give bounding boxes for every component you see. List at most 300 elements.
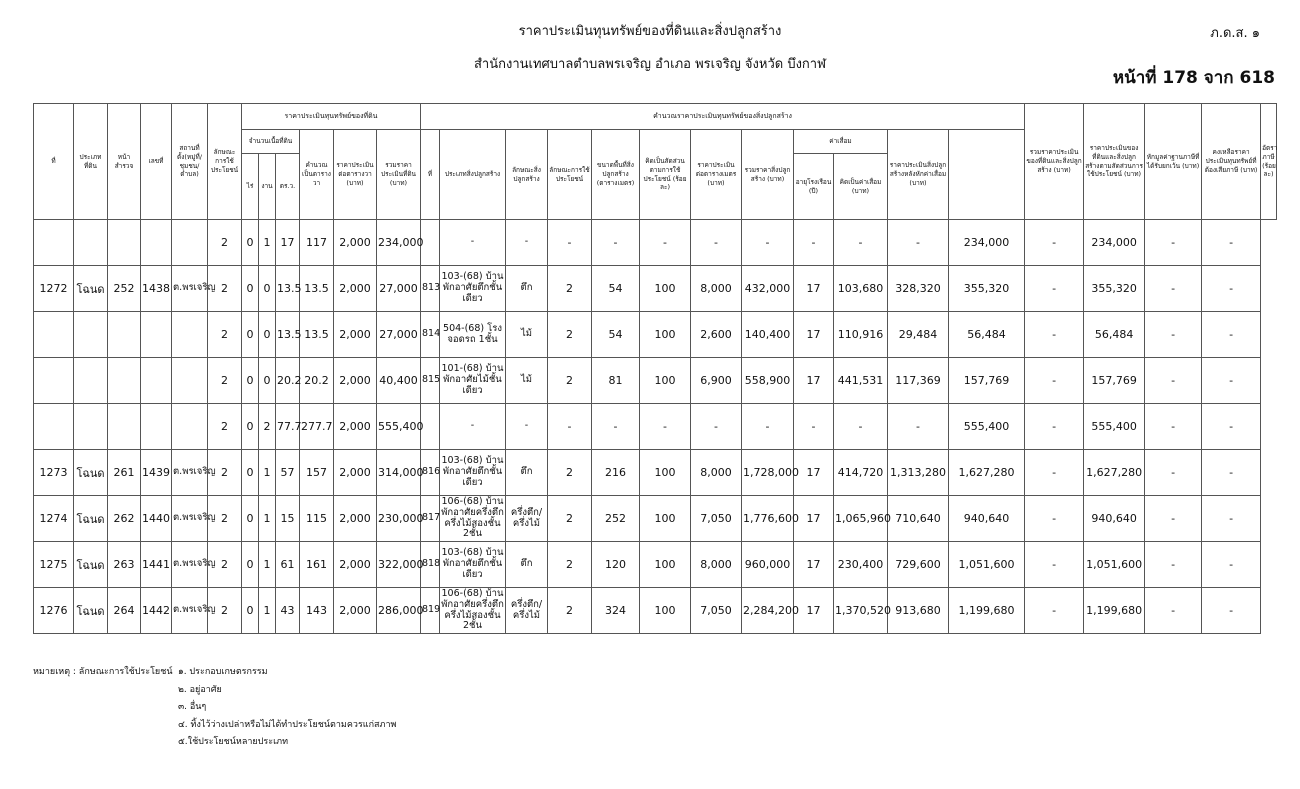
cell-ppw: 2,000 [334, 496, 377, 542]
cell-ppw: 2,000 [334, 450, 377, 496]
cell-remain: - [1145, 496, 1202, 542]
cell-barea: - [592, 220, 640, 266]
cell-part: - [1025, 404, 1084, 450]
cell-ngan: 0 [259, 358, 276, 404]
header-remaining: คงเหลือราคาประเมินทุนทรัพย์ที่ต้องเสียภาษี (บาท) [1202, 104, 1261, 220]
cell-bstyle: - [506, 404, 548, 450]
cell-ltot: 314,000 [377, 450, 421, 496]
header-building-usage: ลักษณะการใช้ประโยชน์ [548, 130, 592, 220]
cell-doc: โฉนด [74, 266, 108, 312]
cell-page [108, 404, 141, 450]
cell-page: 263 [108, 542, 141, 588]
cell-adep: 328,320 [888, 266, 949, 312]
cell-ngan: 2 [259, 404, 276, 450]
header-building-area: ขนาดพื้นที่สิ่งปลูกสร้าง (ตารางเมตร) [592, 130, 640, 220]
cell-twa: 157 [300, 450, 334, 496]
cell-barea: 54 [592, 266, 640, 312]
cell-btot: 1,728,000 [742, 450, 794, 496]
header-usage: ลักษณะการใช้ประโยชน์ [208, 104, 242, 220]
cell-remain: - [1145, 588, 1202, 634]
notes-label: หมายเหตุ : ลักษณะการใช้ประโยชน์ [33, 667, 173, 677]
cell-btot: - [742, 220, 794, 266]
cell-ppw: 2,000 [334, 220, 377, 266]
cell-barea: 120 [592, 542, 640, 588]
header-building-no: ที่ [421, 130, 440, 220]
header-group-area: จำนวนเนื้อที่ดิน [242, 130, 300, 154]
cell-btype: 106-(68) บ้านพักอาศัยครึ่งตึกครึ่งไม้สองชั้น 2ชั้น [440, 588, 506, 634]
cell-deduct: 355,320 [1084, 266, 1145, 312]
cell-bstyle: ครึ่งตึก/ครึ่งไม้ [506, 496, 548, 542]
cell-rate: - [1202, 404, 1261, 450]
cell-adep: 913,680 [888, 588, 949, 634]
cell-dep: 230,400 [834, 542, 888, 588]
cell-page [108, 220, 141, 266]
cell-buse: 2 [548, 450, 592, 496]
cell-grand: 940,640 [949, 496, 1025, 542]
cell-rate: - [1202, 496, 1261, 542]
header-grand-total: รวมราคาประเมินของที่ดินและสิ่งปลูกสร้าง (บาท) [1025, 104, 1084, 220]
cell-ppw: 2,000 [334, 358, 377, 404]
cell-adep: 1,313,280 [888, 450, 949, 496]
cell-remain: - [1145, 266, 1202, 312]
cell-age: 17 [794, 542, 834, 588]
header-group-depreciation: ค่าเสื่อม [794, 130, 888, 154]
cell-deduct: 234,000 [1084, 220, 1145, 266]
cell-part: - [1025, 358, 1084, 404]
cell-twa: 143 [300, 588, 334, 634]
table-row [34, 542, 1277, 588]
cell-page: 264 [108, 588, 141, 634]
cell-doc: โฉนด [74, 588, 108, 634]
header-deduction: หักมูลค่าฐานภาษีที่ได้รับยกเว้น (บาท) [1145, 104, 1202, 220]
header-building-percent: คิดเป็นสัดส่วนตามการใช้ประโยชน์ (ร้อยละ) [640, 130, 691, 220]
cell-dep: 1,370,520 [834, 588, 888, 634]
cell-buse: 2 [548, 312, 592, 358]
cell-twa: 277.7 [300, 404, 334, 450]
cell-ppw: 2,000 [334, 542, 377, 588]
cell-page: 261 [108, 450, 141, 496]
header-building-style: ลักษณะสิ่งปลูกสร้าง [506, 130, 548, 220]
cell-twa: 20.2 [300, 358, 334, 404]
cell-adep: 710,640 [888, 496, 949, 542]
cell-loc [172, 358, 208, 404]
cell-ltot: 555,400 [377, 404, 421, 450]
form-code: ภ.ด.ส. ๑ [1210, 26, 1260, 41]
header-doc-type: ประเภทที่ดิน [74, 104, 108, 220]
cell-bno: 813 [421, 266, 440, 312]
cell-grand: 555,400 [949, 404, 1025, 450]
cell-buse: 2 [548, 358, 592, 404]
document-subtitle: สำนักงานเทศบาลตำบลพรเจริญ อำเภอ พรเจริญ จังหวัด บึงกาฬ [473, 57, 826, 72]
assessment-table [33, 103, 1277, 634]
header-location: สถานที่ตั้ง(หมู่ที่/ชุมชน/ตำบล) [172, 104, 208, 220]
cell-rate: - [1202, 588, 1261, 634]
cell-rai: 0 [242, 358, 259, 404]
table-row [34, 220, 1277, 266]
table-row [34, 266, 1277, 312]
cell-no [34, 358, 74, 404]
cell-adep: 117,369 [888, 358, 949, 404]
cell-loc [172, 404, 208, 450]
cell-remain: - [1145, 450, 1202, 496]
cell-buse: 2 [548, 542, 592, 588]
cell-num [141, 220, 172, 266]
cell-page [108, 358, 141, 404]
cell-bstyle: ตึก [506, 450, 548, 496]
cell-adep: 729,600 [888, 542, 949, 588]
cell-num: 1441 [141, 542, 172, 588]
cell-buse: 2 [548, 266, 592, 312]
cell-barea: 216 [592, 450, 640, 496]
document-title: ราคาประเมินทุนทรัพย์ของที่ดินและสิ่งปลูกสร้าง [518, 24, 782, 39]
cell-bpsqm: 8,000 [691, 542, 742, 588]
cell-btype: 103-(68) บ้านพักอาศัยตึกชั้นเดียว [440, 450, 506, 496]
cell-no [34, 220, 74, 266]
header-total-wa: คำนวณเป็นตารางวา [300, 130, 334, 220]
cell-remain: - [1145, 358, 1202, 404]
cell-adep: 29,484 [888, 312, 949, 358]
cell-grand: 1,627,280 [949, 450, 1025, 496]
cell-twa: 161 [300, 542, 334, 588]
header-building-age: อายุโรงเรือน (ปี) [794, 154, 834, 220]
cell-part: - [1025, 312, 1084, 358]
table-row [34, 358, 1277, 404]
cell-twa: 115 [300, 496, 334, 542]
cell-dep: 1,065,960 [834, 496, 888, 542]
cell-rate: - [1202, 266, 1261, 312]
cell-deduct: 940,640 [1084, 496, 1145, 542]
cell-btype: 504-(68) โรงจอดรถ 1ชั้น [440, 312, 506, 358]
cell-doc: โฉนด [74, 496, 108, 542]
cell-use: 2 [208, 542, 242, 588]
header-price-per-wa: ราคาประเมินต่อตารางวา (บาท) [334, 130, 377, 220]
cell-bstyle: ครึ่งตึก/ครึ่งไม้ [506, 588, 548, 634]
cell-num: 1440 [141, 496, 172, 542]
cell-part: - [1025, 450, 1084, 496]
cell-bpsqm: - [691, 404, 742, 450]
cell-num [141, 312, 172, 358]
cell-barea: 81 [592, 358, 640, 404]
cell-rai: 0 [242, 312, 259, 358]
cell-btot: 558,900 [742, 358, 794, 404]
cell-adep: - [888, 220, 949, 266]
cell-bpsqm: 7,050 [691, 588, 742, 634]
cell-deduct: 56,484 [1084, 312, 1145, 358]
cell-rate: - [1202, 358, 1261, 404]
cell-barea: 252 [592, 496, 640, 542]
cell-age: 17 [794, 450, 834, 496]
cell-rai: 0 [242, 404, 259, 450]
table-row [34, 312, 1277, 358]
header-building-total: รวมราคาสิ่งปลูกสร้าง (บาท) [742, 130, 794, 220]
cell-rai: 0 [242, 220, 259, 266]
cell-num: 1442 [141, 588, 172, 634]
cell-rate: - [1202, 542, 1261, 588]
header-ngan: งาน [259, 154, 276, 220]
cell-rai: 0 [242, 496, 259, 542]
cell-age: 17 [794, 358, 834, 404]
cell-buse: - [548, 404, 592, 450]
cell-use: 2 [208, 450, 242, 496]
cell-bpct: 100 [640, 588, 691, 634]
cell-bno: 817 [421, 496, 440, 542]
cell-dep: - [834, 220, 888, 266]
cell-no: 1273 [34, 450, 74, 496]
cell-use: 2 [208, 312, 242, 358]
cell-wa: 43 [276, 588, 300, 634]
page-indicator: หน้าที่ 178 จาก 618 [1112, 68, 1275, 88]
header-depreciation-amount: คิดเป็นค่าเสื่อม (บาท) [834, 154, 888, 220]
cell-bpsqm: 6,900 [691, 358, 742, 404]
cell-loc: ต.พรเจริญ [172, 496, 208, 542]
cell-ltot: 234,000 [377, 220, 421, 266]
cell-deduct: 1,199,680 [1084, 588, 1145, 634]
cell-num: 1438 [141, 266, 172, 312]
cell-ppw: 2,000 [334, 404, 377, 450]
cell-num [141, 358, 172, 404]
cell-btype: - [440, 220, 506, 266]
cell-part: - [1025, 220, 1084, 266]
cell-age: - [794, 404, 834, 450]
cell-doc: โฉนด [74, 542, 108, 588]
cell-twa: 13.5 [300, 312, 334, 358]
cell-barea: - [592, 404, 640, 450]
cell-ltot: 40,400 [377, 358, 421, 404]
cell-ppw: 2,000 [334, 588, 377, 634]
cell-ngan: 1 [259, 542, 276, 588]
cell-grand: 1,051,600 [949, 542, 1025, 588]
cell-age: 17 [794, 588, 834, 634]
cell-remain: - [1145, 220, 1202, 266]
cell-barea: 324 [592, 588, 640, 634]
cell-dep: 441,531 [834, 358, 888, 404]
cell-twa: 117 [300, 220, 334, 266]
cell-adep: - [888, 404, 949, 450]
cell-part: - [1025, 496, 1084, 542]
cell-ltot: 286,000 [377, 588, 421, 634]
cell-no [34, 312, 74, 358]
table-row [34, 404, 1277, 450]
cell-page: 262 [108, 496, 141, 542]
cell-btype: 101-(68) บ้านพักอาศัยไม้ชั้นเดียว [440, 358, 506, 404]
header-land-total: รวมราคาประเมินที่ดิน (บาท) [377, 130, 421, 220]
cell-ltot: 230,000 [377, 496, 421, 542]
cell-rai: 0 [242, 450, 259, 496]
cell-doc: โฉนด [74, 450, 108, 496]
cell-bstyle: ตึก [506, 266, 548, 312]
cell-buse: 2 [548, 496, 592, 542]
cell-loc: ต.พรเจริญ [172, 266, 208, 312]
note-item: ๑. ประกอบเกษตรกรรม [178, 667, 268, 677]
header-survey-page: หน้าสำรวจ [108, 104, 141, 220]
cell-dep: 103,680 [834, 266, 888, 312]
cell-bno: 815 [421, 358, 440, 404]
note-item: ๕.ใช้ประโยชน์หลายประเภท [178, 737, 289, 747]
cell-btype: 106-(68) บ้านพักอาศัยครึ่งตึกครึ่งไม้สองชั้น 2ชั้น [440, 496, 506, 542]
cell-btype: - [440, 404, 506, 450]
cell-remain: - [1145, 312, 1202, 358]
cell-bpct: 100 [640, 450, 691, 496]
cell-rate: - [1202, 220, 1261, 266]
cell-num: 1439 [141, 450, 172, 496]
cell-use: 2 [208, 266, 242, 312]
cell-bpsqm: 2,600 [691, 312, 742, 358]
cell-use: 2 [208, 220, 242, 266]
cell-no: 1275 [34, 542, 74, 588]
header-tax-rate: อัตราภาษี (ร้อยละ) [1261, 104, 1277, 220]
cell-ngan: 1 [259, 588, 276, 634]
cell-bstyle: ตึก [506, 542, 548, 588]
cell-btype: 103-(68) บ้านพักอาศัยตึกชั้นเดียว [440, 266, 506, 312]
cell-bno: 816 [421, 450, 440, 496]
cell-loc [172, 220, 208, 266]
cell-dep: 110,916 [834, 312, 888, 358]
cell-remain: - [1145, 542, 1202, 588]
header-group-building: คำนวณราคาประเมินทุนทรัพย์ของสิ่งปลูกสร้าง [421, 104, 1025, 130]
cell-doc [74, 358, 108, 404]
cell-bpct: 100 [640, 312, 691, 358]
note-item: ๔. ทิ้งไว้ว่างเปล่าหรือไม่ได้ทำประโยชน์ตามควรแก่สภาพ [178, 719, 397, 730]
cell-bno: 814 [421, 312, 440, 358]
cell-ngan: 1 [259, 450, 276, 496]
cell-no: 1276 [34, 588, 74, 634]
cell-ltot: 27,000 [377, 312, 421, 358]
cell-use: 2 [208, 358, 242, 404]
cell-use: 2 [208, 404, 242, 450]
cell-page [108, 312, 141, 358]
cell-grand: 157,769 [949, 358, 1025, 404]
cell-bpsqm: 8,000 [691, 266, 742, 312]
cell-wa: 77.7 [276, 404, 300, 450]
cell-bstyle: - [506, 220, 548, 266]
cell-ngan: 0 [259, 312, 276, 358]
cell-rai: 0 [242, 266, 259, 312]
cell-btot: 1,776,600 [742, 496, 794, 542]
cell-age: 17 [794, 496, 834, 542]
cell-wa: 20.2 [276, 358, 300, 404]
cell-rai: 0 [242, 542, 259, 588]
cell-btot: - [742, 404, 794, 450]
cell-ppw: 2,000 [334, 312, 377, 358]
cell-bpct: - [640, 404, 691, 450]
cell-wa: 61 [276, 542, 300, 588]
cell-no [34, 404, 74, 450]
cell-rai: 0 [242, 588, 259, 634]
cell-bpct: 100 [640, 496, 691, 542]
cell-loc: ต.พรเจริญ [172, 450, 208, 496]
cell-ngan: 1 [259, 496, 276, 542]
cell-use: 2 [208, 496, 242, 542]
cell-part: - [1025, 266, 1084, 312]
cell-bpct: 100 [640, 358, 691, 404]
cell-deduct: 555,400 [1084, 404, 1145, 450]
cell-rate: - [1202, 312, 1261, 358]
cell-btype: 103-(68) บ้านพักอาศัยตึกชั้นเดียว [440, 542, 506, 588]
note-item: ๓. อื่นๆ [178, 702, 207, 712]
cell-bpsqm: - [691, 220, 742, 266]
cell-btot: 140,400 [742, 312, 794, 358]
cell-btot: 432,000 [742, 266, 794, 312]
cell-wa: 17 [276, 220, 300, 266]
cell-ltot: 27,000 [377, 266, 421, 312]
cell-doc [74, 312, 108, 358]
cell-bpct: - [640, 220, 691, 266]
cell-bpsqm: 8,000 [691, 450, 742, 496]
cell-bno: 819 [421, 588, 440, 634]
cell-buse: - [548, 220, 592, 266]
cell-loc: ต.พรเจริญ [172, 588, 208, 634]
cell-wa: 13.5 [276, 312, 300, 358]
cell-ngan: 1 [259, 220, 276, 266]
cell-doc [74, 220, 108, 266]
cell-use: 2 [208, 588, 242, 634]
cell-deduct: 157,769 [1084, 358, 1145, 404]
cell-grand: 355,320 [949, 266, 1025, 312]
cell-bpsqm: 7,050 [691, 496, 742, 542]
cell-bno: 818 [421, 542, 440, 588]
cell-btot: 2,284,200 [742, 588, 794, 634]
cell-deduct: 1,051,600 [1084, 542, 1145, 588]
header-wa: ตร.ว. [276, 154, 300, 220]
cell-ngan: 0 [259, 266, 276, 312]
cell-grand: 1,199,680 [949, 588, 1025, 634]
notes-section [33, 664, 396, 752]
header-group-land: ราคาประเมินทุนทรัพย์ของที่ดิน [242, 104, 421, 130]
cell-ppw: 2,000 [334, 266, 377, 312]
cell-dep: 414,720 [834, 450, 888, 496]
cell-wa: 57 [276, 450, 300, 496]
note-item: ๒. อยู่อาศัย [178, 684, 222, 695]
header-price-per-sqm: ราคาประเมินต่อตารางเมตร (บาท) [691, 130, 742, 220]
header-proportional: ราคาประเมินของที่ดินและสิ่งปลูกสร้างตามสัดส่วนการใช้ประโยชน์ (บาท) [1084, 104, 1145, 220]
cell-part: - [1025, 542, 1084, 588]
cell-no: 1272 [34, 266, 74, 312]
table-row [34, 588, 1277, 634]
header-number: เลขที่ [141, 104, 172, 220]
cell-grand: 56,484 [949, 312, 1025, 358]
table-row [34, 450, 1277, 496]
cell-bstyle: ไม้ [506, 358, 548, 404]
header-no: ที่ [34, 104, 74, 220]
cell-loc: ต.พรเจริญ [172, 542, 208, 588]
cell-age: 17 [794, 312, 834, 358]
cell-deduct: 1,627,280 [1084, 450, 1145, 496]
cell-wa: 15 [276, 496, 300, 542]
cell-wa: 13.5 [276, 266, 300, 312]
header-after-depreciation: ราคาประเมินสิ่งปลูกสร้างหลังหักค่าเสื่อม (บาท) [888, 130, 949, 220]
cell-bpct: 100 [640, 266, 691, 312]
cell-no: 1274 [34, 496, 74, 542]
cell-page: 252 [108, 266, 141, 312]
cell-grand: 234,000 [949, 220, 1025, 266]
cell-ltot: 322,000 [377, 542, 421, 588]
cell-num [141, 404, 172, 450]
cell-dep: - [834, 404, 888, 450]
header-rai: ไร่ [242, 154, 259, 220]
cell-bstyle: ไม้ [506, 312, 548, 358]
cell-rate: - [1202, 450, 1261, 496]
header-building-type: ประเภทสิ่งปลูกสร้าง [440, 130, 506, 220]
table-row [34, 496, 1277, 542]
cell-part: - [1025, 588, 1084, 634]
cell-doc [74, 404, 108, 450]
cell-barea: 54 [592, 312, 640, 358]
cell-age: - [794, 220, 834, 266]
cell-twa: 13.5 [300, 266, 334, 312]
cell-remain: - [1145, 404, 1202, 450]
cell-bpct: 100 [640, 542, 691, 588]
cell-buse: 2 [548, 588, 592, 634]
